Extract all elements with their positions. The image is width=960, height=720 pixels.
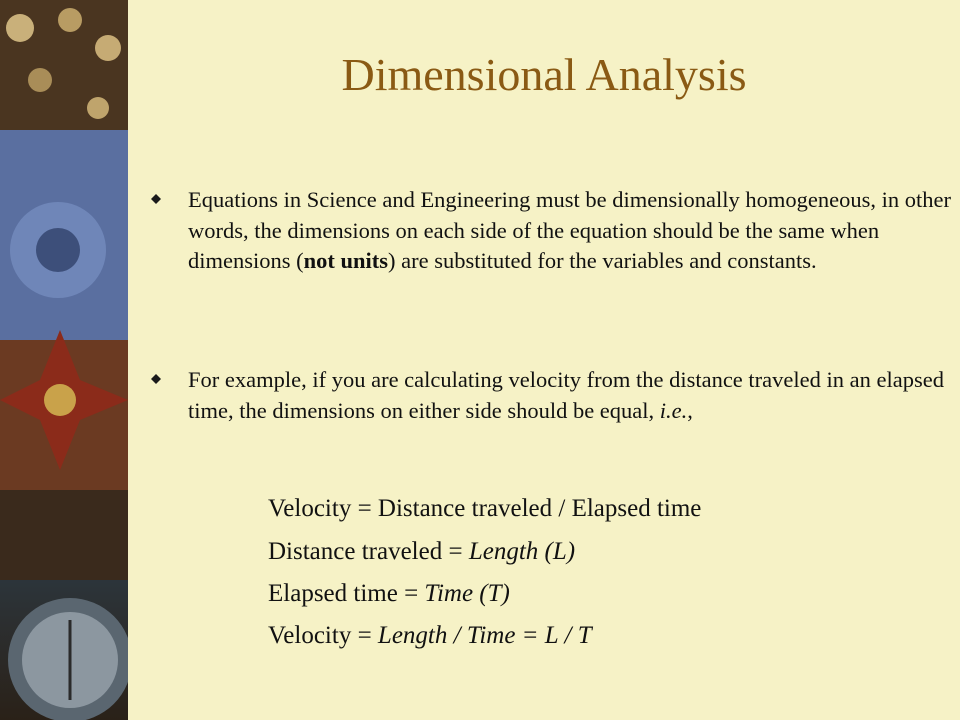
slide-title: Dimensional Analysis xyxy=(341,49,747,100)
equation-italic: Length / Time = L / T xyxy=(377,622,592,649)
bullet-text-end: ) are substituted for the variables and constants. xyxy=(388,248,817,273)
equation-time xyxy=(268,580,510,608)
equation-text: Elapsed time = xyxy=(268,580,425,607)
equation-text: Velocity = Distance traveled / Elapsed time xyxy=(268,495,702,522)
equation-velocity-dimensions xyxy=(268,622,592,650)
bullet-item-example xyxy=(188,365,960,426)
bullet-text-end: , xyxy=(687,397,693,423)
equation-text: Distance traveled = xyxy=(268,538,469,565)
equation-italic: Length (L) xyxy=(468,538,576,565)
bullet-italic-text: i.e. xyxy=(659,397,688,423)
equation-text: Velocity = xyxy=(268,622,378,649)
slide-content xyxy=(128,0,960,720)
diamond-bullet-icon xyxy=(151,374,161,384)
equation-distance xyxy=(268,538,575,566)
equation-velocity-definition xyxy=(268,495,701,523)
bullet-item-homogeneity xyxy=(188,185,960,277)
medal-collage-image xyxy=(0,0,128,720)
decorative-photo-strip xyxy=(0,0,128,720)
diamond-bullet-icon xyxy=(151,194,161,204)
bullet-text: For example, if you are calculating velocity from the distance traveled in an elapsed time, the dimensions on either side should be equal, xyxy=(188,367,944,423)
bullet-bold-text: not units xyxy=(303,248,389,273)
equation-italic: Time (T) xyxy=(424,580,510,607)
bullet-text: Equations in Science and Engineering must be dimensionally homogeneous, in other words, the dimensions on each side of the equation should be the same when dimensions ( xyxy=(188,187,951,273)
